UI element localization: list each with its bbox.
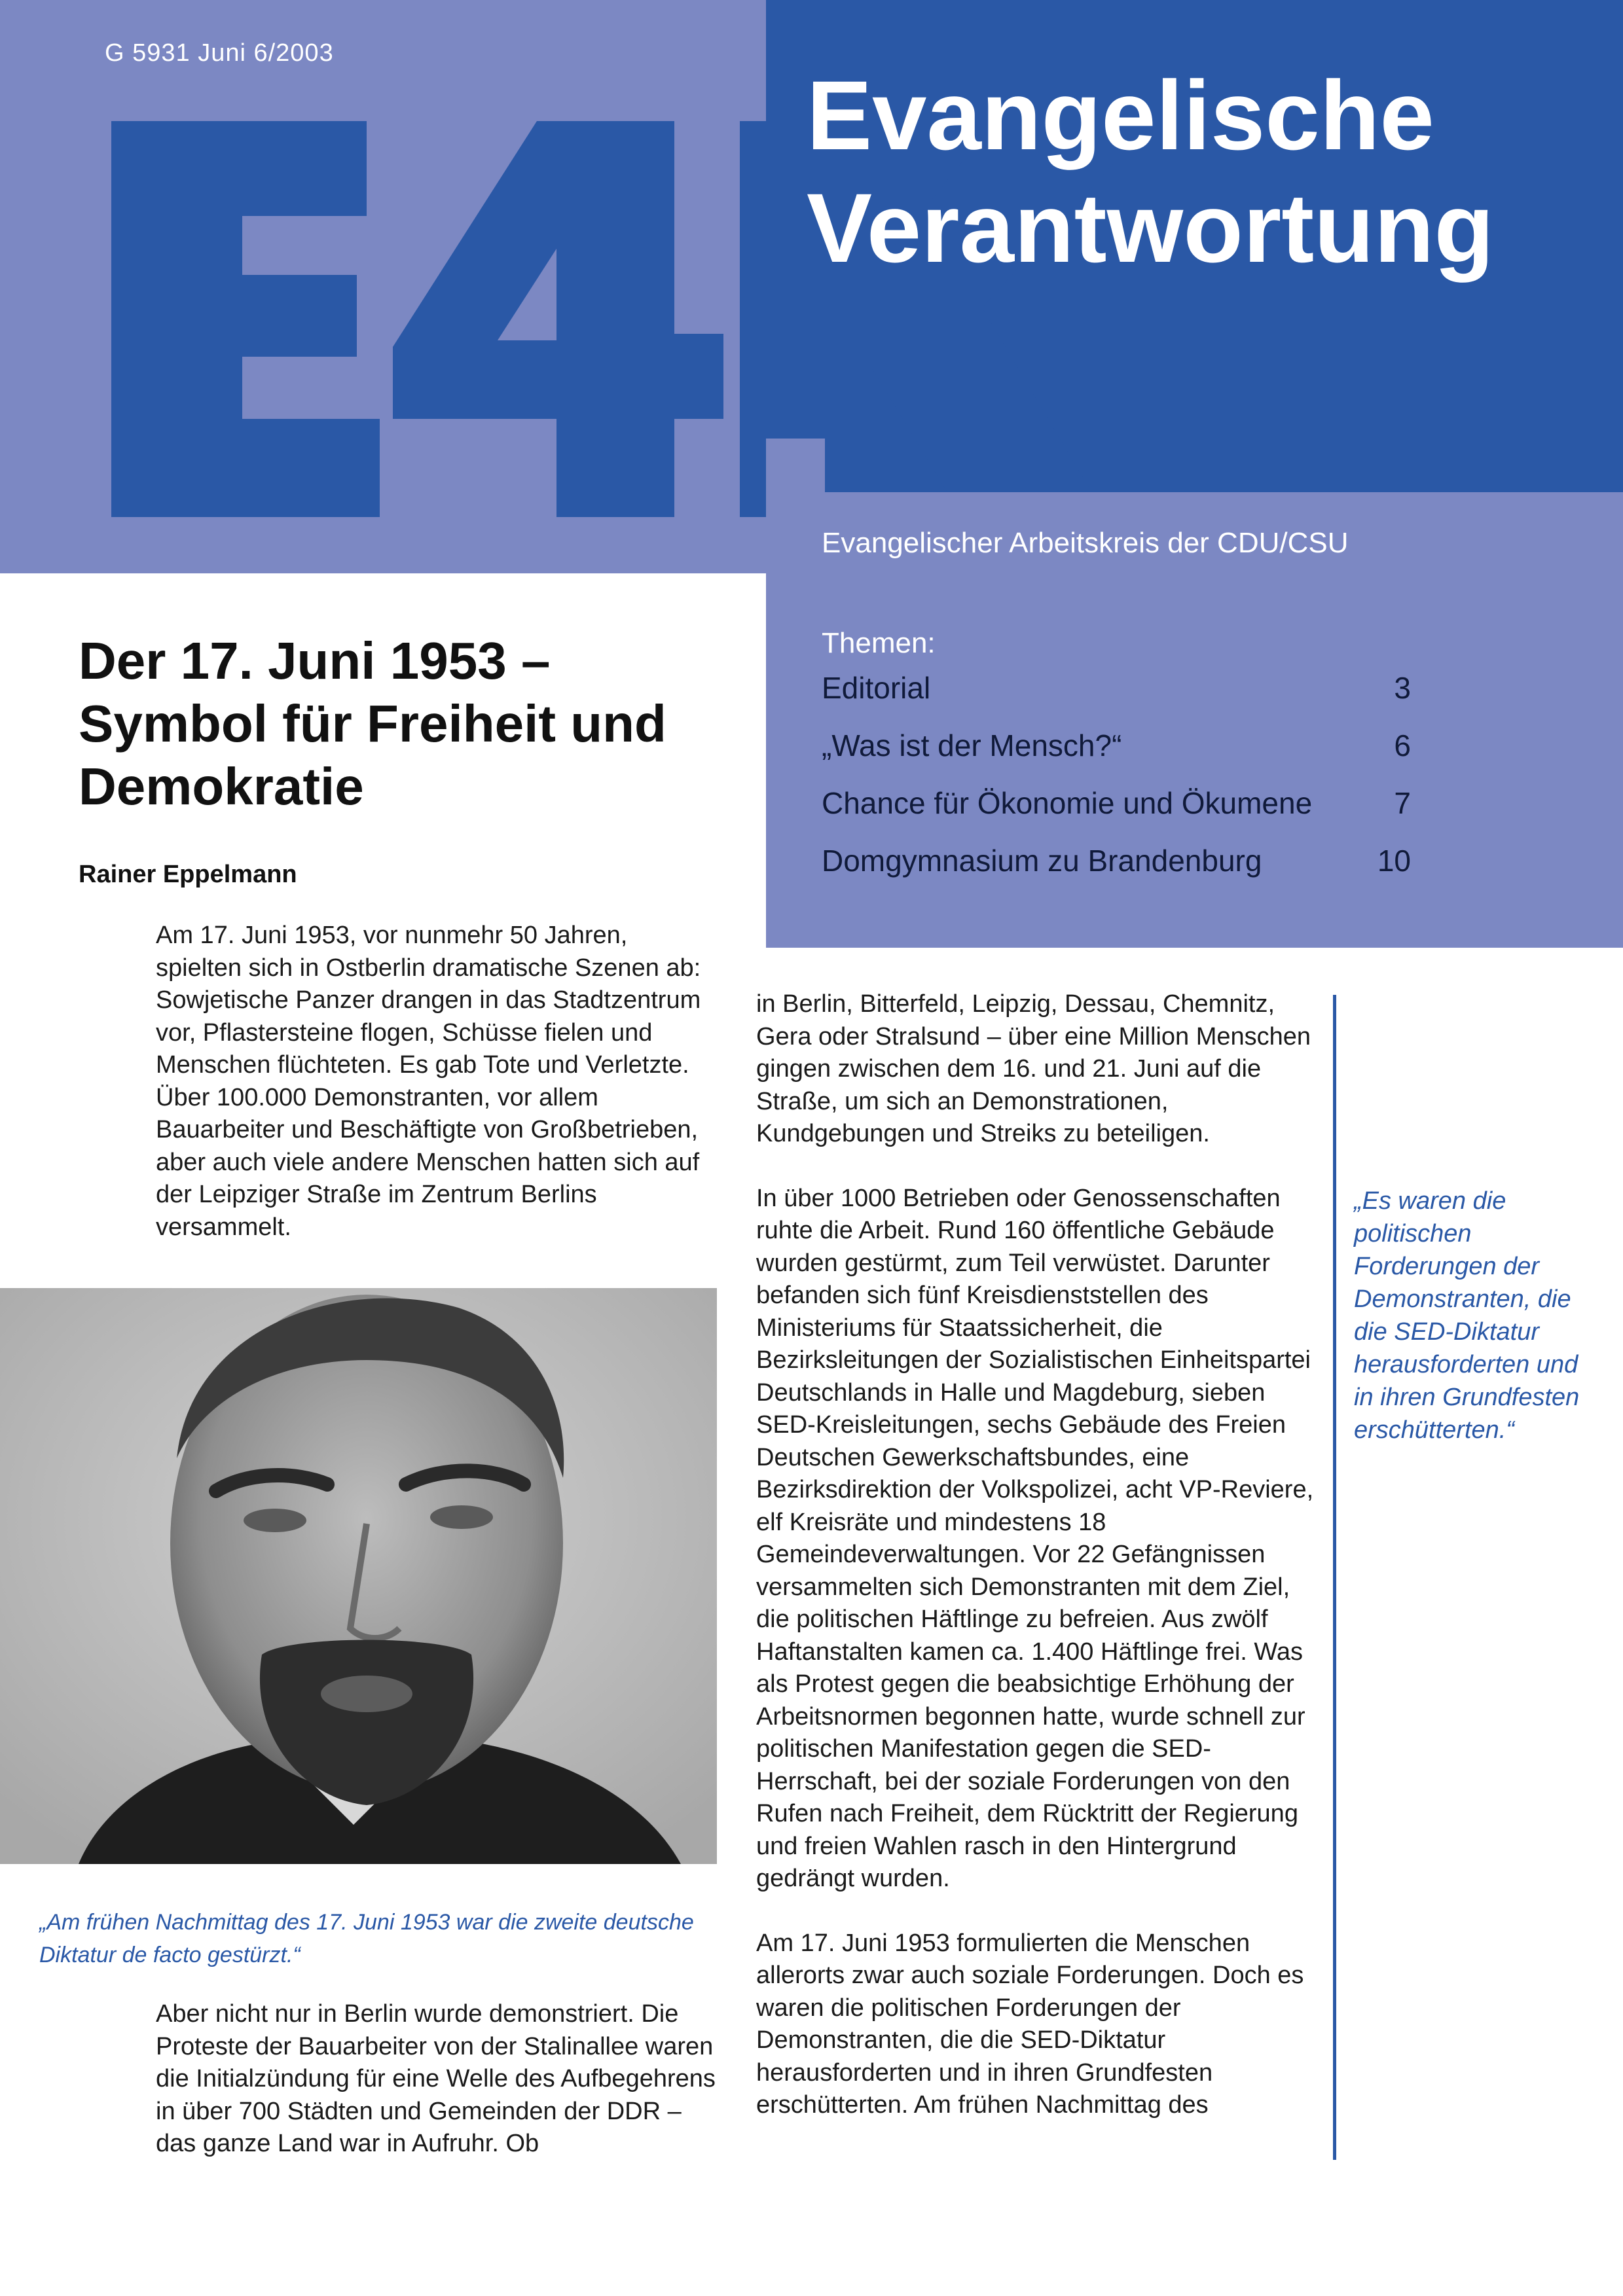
toc-item[interactable]: [822, 728, 1411, 785]
toc-list: [822, 670, 1411, 901]
toc-item[interactable]: [822, 785, 1411, 843]
magazine-title: [807, 59, 1618, 284]
toc-item-label: „Was ist der Mensch?“: [822, 728, 1122, 762]
article-lead: [156, 920, 719, 1276]
magazine-title-line1: Evangelische: [807, 60, 1434, 170]
logo-k-notch: [766, 439, 825, 497]
article-title: Der 17. Juni 1953 – Symbol für Freiheit und Demokratie: [79, 632, 666, 816]
pull-quote-rule: [1333, 995, 1336, 2160]
eye-right: [430, 1505, 493, 1529]
logo-letter-e: [111, 121, 380, 517]
photo-caption: „Am frühen Nachmittag des 17. Juni 1953 war die zweite deutsche Diktatur de facto gestürzt.“: [39, 1910, 694, 1967]
article-author: Rainer Eppelmann: [79, 861, 297, 888]
issue-line: G 5931 Juni 6/2003: [105, 39, 334, 67]
pull-quote: „Es waren die politischen Forderungen der Demonstranten, die die SED-Diktatur herausforderten und in ihren Grundfesten erschütterten.“: [1354, 1187, 1580, 1444]
body-paragraph: Aber nicht nur in Berlin wurde demonstriert. Die Proteste der Bauarbeiter von der Stalinallee waren die Initialzündung für eine Welle des Aufbegehrens in über 700 Städten und Gemeinden der DDR – das ganze Land war in Aufruhr. Ob: [156, 2000, 716, 2157]
magazine-title-line2: Verantwortung: [807, 173, 1495, 283]
toc-item-label: Domgymnasium zu Brandenburg: [822, 844, 1262, 878]
logo-letter-4: [393, 121, 723, 517]
toc-item-page: 7: [1394, 786, 1411, 820]
organization-name: Evangelischer Arbeitskreis der CDU/CSU: [822, 527, 1349, 559]
portrait-photo: [0, 1288, 717, 1864]
toc-item-label: Chance für Ökonomie und Ökumene: [822, 786, 1313, 820]
toc-item-page: 10: [1377, 844, 1411, 878]
toc-item[interactable]: [822, 843, 1411, 901]
toc-item-label: Editorial: [822, 671, 931, 705]
body-paragraph: Am 17. Juni 1953 formulierten die Menschen allerorts zwar auch soziale Forderungen. Doch es waren die politischen Forderungen der Demonstranten, die die SED-Diktatur herausforderten und in ihren Grundfesten erschütterten. Am frühen Nachmittag des: [756, 1929, 1304, 2119]
body-paragraph: in Berlin, Bitterfeld, Leipzig, Dessau, Chemnitz, Gera oder Stralsund – über eine Million Menschen gingen zwischen dem 16. und 21. Juni auf die Straße, um sich an Demonstrationen, Kundgebungen und Streiks zu beteiligen.: [756, 990, 1311, 1147]
mouth-shape: [321, 1676, 412, 1712]
lead-paragraph: Am 17. Juni 1953, vor nunmehr 50 Jahren, spielten sich in Ostberlin dramatische Szenen ab: Sowjetische Panzer drangen in das Stadtzentrum vor, Pflastersteine flogen, Schüsse fielen und Menschen flüchteten. Es gab Tote und Verletzte. Über 100.000 Demonstranten, vor allem Bauarbeiter und Beschäftigte von Großbetrieben, aber auch viele andere Menschen hatten sich auf der Leipziger Straße im Zentrum Berlins versammelt.: [156, 922, 701, 1241]
toc-item-page: 3: [1394, 671, 1411, 705]
article-column-1-continued: [156, 1998, 719, 2193]
article-column-2: [756, 988, 1319, 2154]
body-paragraph: In über 1000 Betrieben oder Genossenschaften ruhte die Arbeit. Rund 160 öffentliche Gebäude wurden gestürmt, zum Teil verwüstet. Darunter befanden sich fünf Kreisdienststellen des Ministeriums für Staatssicherheit, die Bezirksleitungen der Sozialistischen Einheitspartei Deutschlands in Halle und Magdeburg, sieben SED-Kreisleitungen, sechs Gebäude des Freien Deutschen Gewerkschaftsbundes, eine Bezirksdirektion der Volkspolizei, acht VP-Reviere, elf Kreisräte und mindestens 18 Gemeindeverwaltungen. Vor 22 Gefängnissen versammelten sich Demonstranten mit dem Ziel, die politischen Häftlinge zu befreien. Aus zwölf Haftanstalten kamen ca. 1.400 Häftlinge frei. Was als Protest gegen die beabsichtige Erhöhung der Arbeitsnormen begonnen hatte, wurde schnell zur politischen Manifestation gegen die SED-Herrschaft, bei der soziale Forderungen von den Rufen nach Freiheit, dem Rücktritt der Regierung und freien Wahlen rasch in den Hintergrund gedrängt wurden.: [756, 1184, 1314, 1892]
toc-item-page: 6: [1394, 728, 1411, 762]
eye-left: [244, 1509, 306, 1532]
toc-heading: Themen:: [822, 627, 936, 659]
toc-item[interactable]: [822, 670, 1411, 728]
